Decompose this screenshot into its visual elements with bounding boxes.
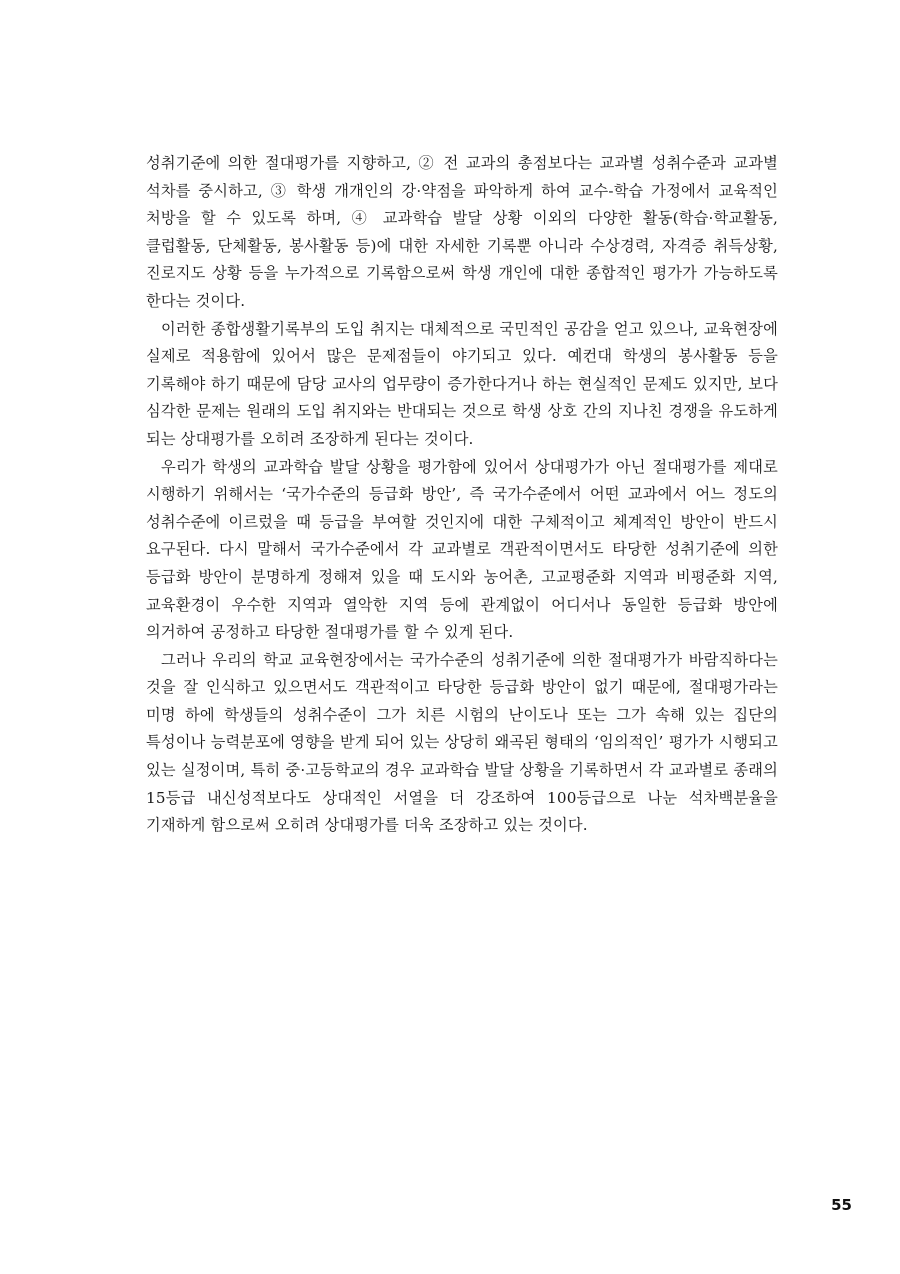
page-number: 55: [831, 1196, 852, 1214]
paragraph-3: 우리가 학생의 교과학습 발달 상황을 평가함에 있어서 상대평가가 아닌 절대평가를 제대로 시행하기 위해서는 ‘국가수준의 등급화 방안’, 즉 국가수준에서 어떤 교과에서 어느 정도의 성취수준에 이르렀을 때 등급을 부여할 것인지에 대한 구체적이고 체계적인 방안이 반드시 요구된다. 다시 말해서 국가수준에서 각 교과별로 객관적이면서도 타당한 성취기준에 의한 등급화 방안이 분명하게 정해져 있을 때 도시와 농어촌, 고교평준화 지역과 비평준화 지역, 교육환경이 우수한 지역과 열악한 지역 등에 관계없이 어디서나 동일한 등급화 방안에 의거하여 공정하고 타당한 절대평가를 할 수 있게 된다.: [146, 457, 778, 642]
paragraph-1: 성취기준에 의한 절대평가를 지향하고, ② 전 교과의 총점보다는 교과별 성취수준과 교과별 석차를 중시하고, ③ 학생 개개인의 강·약점을 파악하게 하여 교수-학습 가정에서 교육적인 처방을 할 수 있도록 하며, ④ 교과학습 발달 상황 이외의 다양한 활동(학습·학교활동, 클럽활동, 단체활동, 봉사활동 등)에 대한 자세한 기록뿐 아니라 수상경력, 자격증 취득상황, 진로지도 상황 등을 누가적으로 기록함으로써 학생 개인에 대한 종합적인 평가가 가능하도록 한다는 것이다.: [146, 154, 778, 310]
paragraph-2: 이러한 종합생활기록부의 도입 취지는 대체적으로 국민적인 공감을 얻고 있으나, 교육현장에 실제로 적용함에 있어서 많은 문제점들이 야기되고 있다. 예컨대 학생의 봉사활동 등을 기록해야 하기 때문에 담당 교사의 업무량이 증가한다거나 하는 현실적인 문제도 있지만, 보다 심각한 문제는 원래의 도입 취지와는 반대되는 것으로 학생 상호 간의 지나친 경쟁을 유도하게 되는 상대평가를 오히려 조장하게 된다는 것이다.: [146, 319, 778, 448]
paragraph-4: 그러나 우리의 학교 교육현장에서는 국가수준의 성취기준에 의한 절대평가가 바람직하다는 것을 잘 인식하고 있으면서도 객관적이고 타당한 등급화 방안이 없기 때문에, 절대평가라는 미명 하에 학생들의 성취수준이 그가 치른 시험의 난이도나 또는 그가 속해 있는 집단의 특성이나 능력분포에 영향을 받게 되어 있는 상당히 왜곡된 형태의 ‘임의적인’ 평가가 시행되고 있는 실정이며, 특히 중·고등학교의 경우 교과학습 발달 상황을 기록하면서 각 교과별로 종래의 15등급 내신성적보다도 상대적인 서열을 더 강조하여 100등급으로 나눈 석차백분율을 기재하게 함으로써 오히려 상대평가를 더욱 조장하고 있는 것이다.: [146, 650, 778, 835]
body-text: [146, 150, 778, 840]
